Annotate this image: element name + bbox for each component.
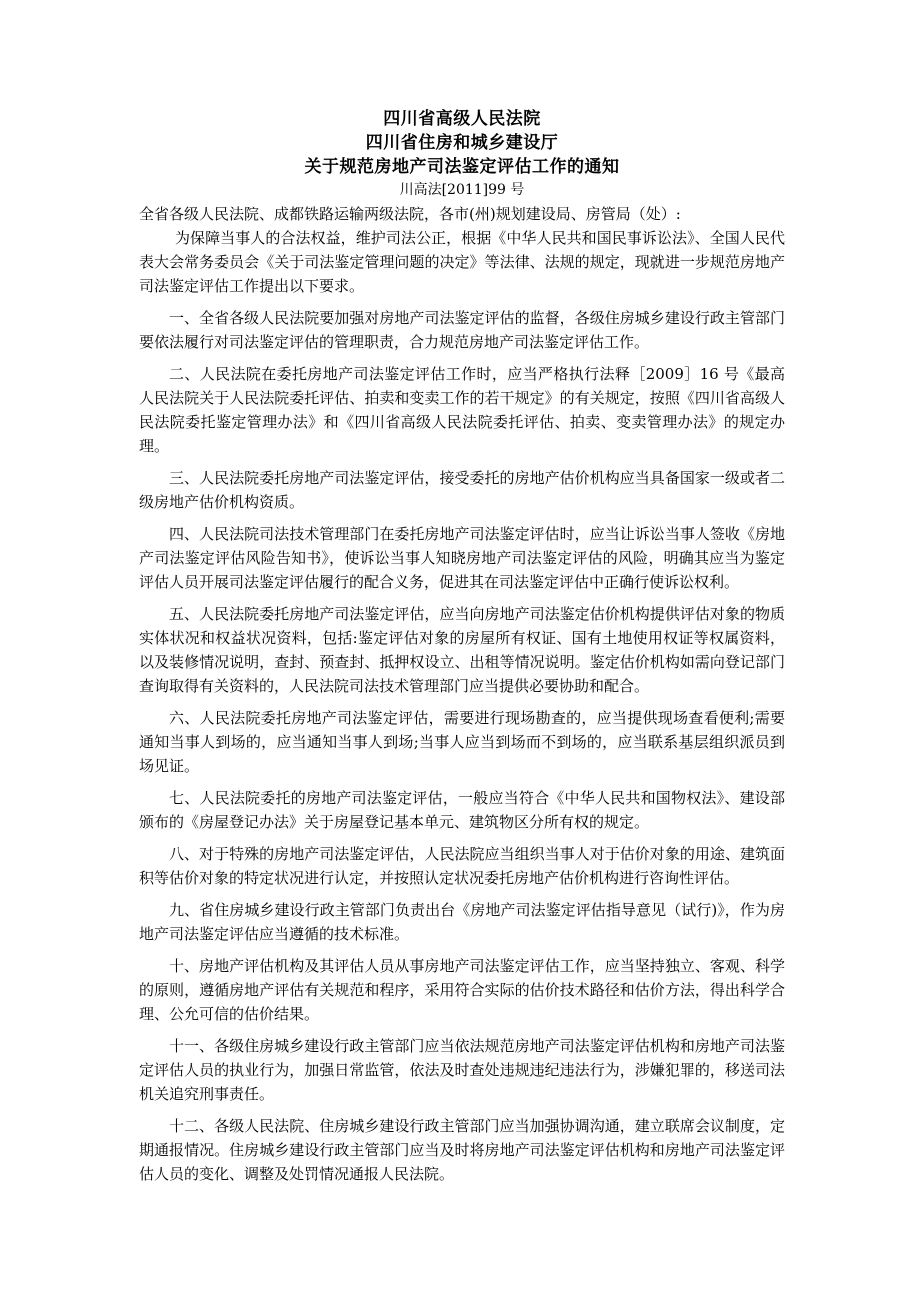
paragraph-6: 六、人民法院委托房地产司法鉴定评估，需要进行现场勘查的，应当提供现场查看便利;需要通知当事人到场的，应当通知当事人到场;当事人应当到场而不到场的，应当联系基层组织派员到场见证。 [139, 709, 785, 775]
paragraph-9: 九、省住房城乡建设行政主管部门负责出台《房地产司法鉴定评估指导意见（试行)》，作为房地产司法鉴定评估应当遵循的技术标准。 [139, 901, 785, 943]
paragraph-12: 十二、各级人民法院、住房城乡建设行政主管部门应当加强协调沟通，建立联席会议制度，定期通报情况。住房城乡建设行政主管部门应当及时将房地产司法鉴定评估机构和房地产司法鉴定评估人员的变化、调整及处罚情况通报人民法院。 [139, 1117, 785, 1183]
paragraph-7: 七、人民法院委托的房地产司法鉴定评估，一般应当符合《中华人民共和国物权法》、建设部颁布的《房屋登记办法》关于房屋登记基本单元、建筑物区分所有权的规定。 [139, 789, 785, 831]
document-number: 川高法[2011]99 号 [399, 182, 525, 198]
paragraph-1: 一、全省各级人民法院要加强对房地产司法鉴定评估的监督，各级住房城乡建设行政主管部门要依法履行对司法鉴定评估的管理职责，合力规范房地产司法鉴定评估工作。 [139, 309, 785, 351]
document-title-line-3: 关于规范房地产司法鉴定评估工作的通知 [304, 157, 620, 177]
addressee: 全省各级人民法院、成都铁路运输两级法院，各市(州)规划建设局、房管局（处）: [139, 205, 681, 223]
document-title-line-1: 四川省高级人民法院 [383, 109, 541, 129]
paragraph-preamble: 为保障当事人的合法权益，维护司法公正，根据《中华人民共和国民事诉讼法》、全国人民代表大会常务委员会《关于司法鉴定管理问题的决定》等法律、法规的规定，现就进一步规范房地产司法鉴定评估工作提出以下要求。 [139, 229, 785, 295]
paragraph-11: 十一、各级住房城乡建设行政主管部门应当依法规范房地产司法鉴定评估机构和房地产司法鉴定评估人员的执业行为，加强日常监管，依法及时查处违规违纪违法行为，涉嫌犯罪的，移送司法机关追究刑事责任。 [139, 1037, 785, 1103]
document-page [139, 107, 785, 1194]
paragraph-8: 八、对于特殊的房地产司法鉴定评估，人民法院应当组织当事人对于估价对象的用途、建筑面积等估价对象的特定状况进行认定，并按照认定状况委托房地产估价机构进行咨询性评估。 [139, 845, 785, 887]
document-title-line-2: 四川省住房和城乡建设厅 [365, 133, 559, 153]
paragraph-5: 五、人民法院委托房地产司法鉴定评估，应当向房地产司法鉴定估价机构提供评估对象的物质实体状况和权益状况资料，包括:鉴定评估对象的房屋所有权证、国有土地使用权证等权属资料，以及装修情况说明，查封、预查封、抵押权设立、出租等情况说明。鉴定估价机构如需向登记部门查询取得有关资料的，人民法院司法技术管理部门应当提供必要协助和配合。 [139, 605, 785, 695]
paragraph-3: 三、人民法院委托房地产司法鉴定评估，接受委托的房地产估价机构应当具备国家一级或者二级房地产估价机构资质。 [139, 469, 785, 511]
paragraph-4: 四、人民法院司法技术管理部门在委托房地产司法鉴定评估时，应当让诉讼当事人签收《房地产司法鉴定评估风险告知书》，使诉讼当事人知晓房地产司法鉴定评估的风险，明确其应当为鉴定评估人员开展司法鉴定评估履行的配合义务，促进其在司法鉴定评估中正确行使诉讼权利。 [139, 525, 785, 591]
paragraph-10: 十、房地产评估机构及其评估人员从事房地产司法鉴定评估工作，应当坚持独立、客观、科学的原则，遵循房地产评估有关规范和程序，采用符合实际的估价技术路径和估价方法，得出科学合理、公允可信的估价结果。 [139, 957, 785, 1023]
paragraph-2: 二、人民法院在委托房地产司法鉴定评估工作时，应当严格执行法释［2009］16 号《最高人民法院关于人民法院委托评估、拍卖和变卖工作的若干规定》的有关规定，按照《四川省高级人民法院委托鉴定管理办法》和《四川省高级人民法院委托评估、拍卖、变卖管理办法》的规定办理。 [139, 365, 785, 455]
